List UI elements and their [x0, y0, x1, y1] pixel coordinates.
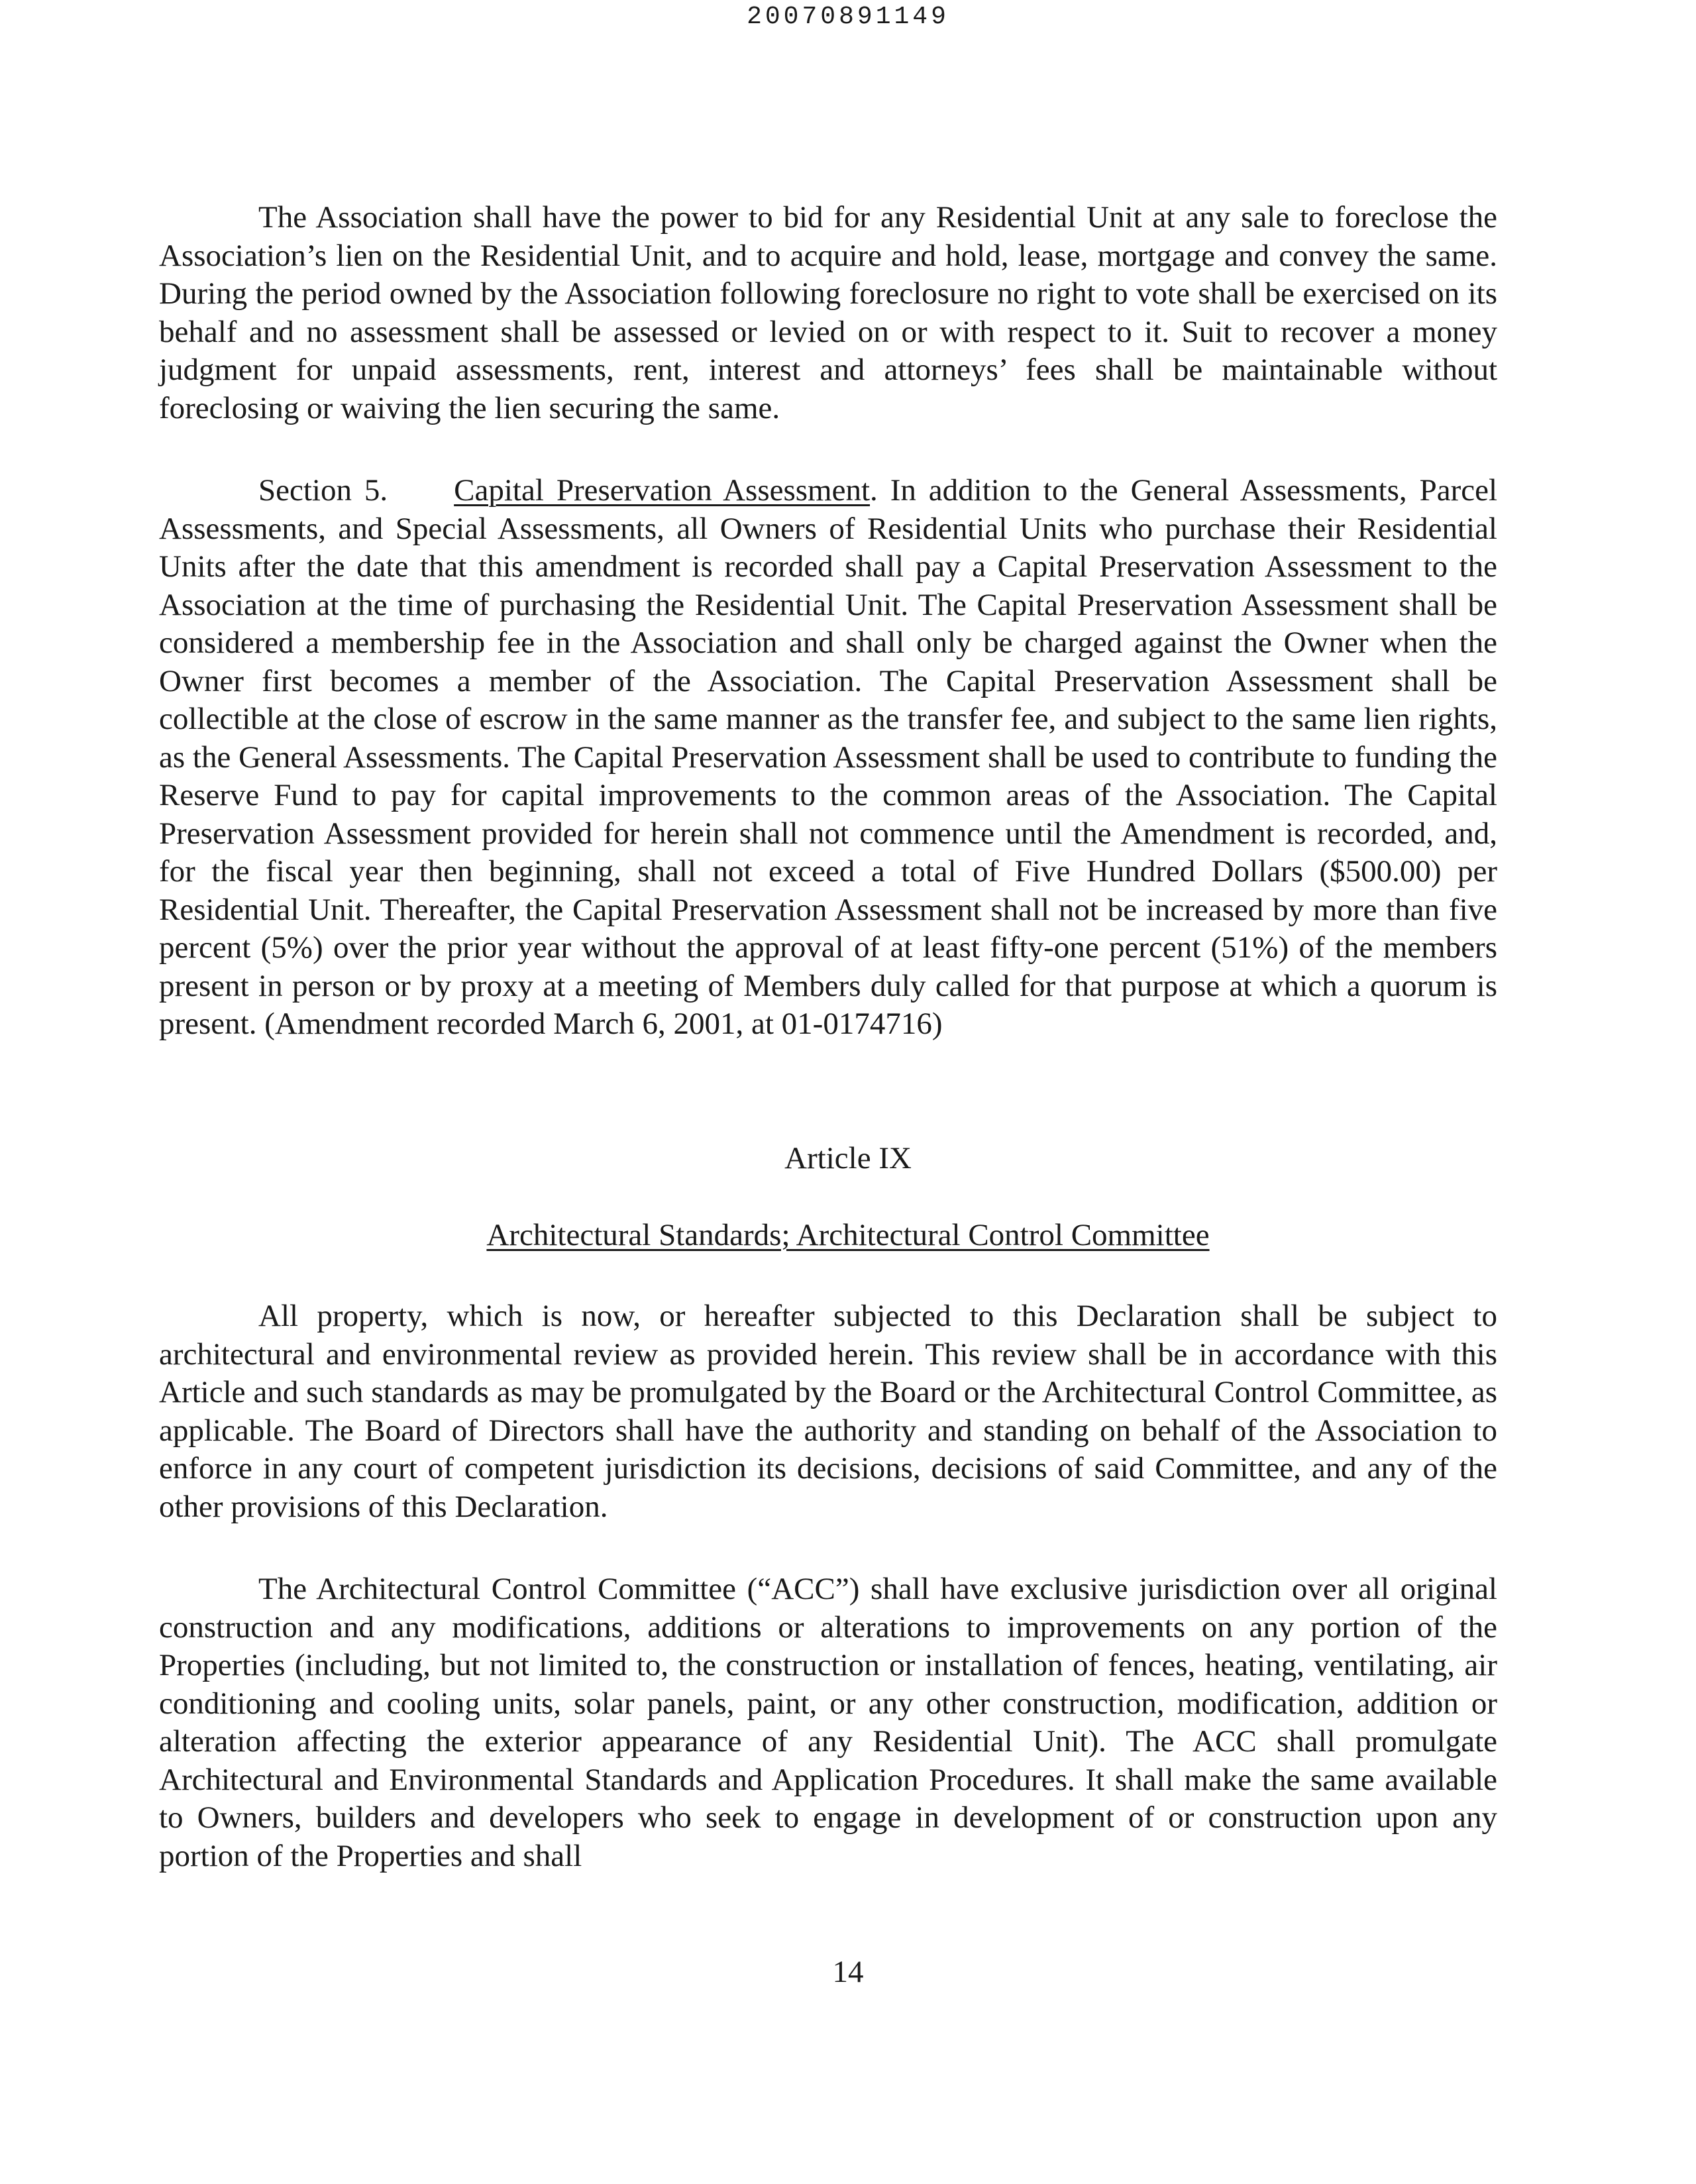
paragraph-section-5 [159, 472, 1497, 1044]
section-5-body: . In addition to the General Assessments, Parcel Assessments, and Special Assessments, all Owners of Residential Units who purchase their Residential Units after the date that this amendment is recorded shall pay a Capital Preservation Assessment to the Association at the time of purchasing the Residential Unit. The Capital Preservation Assessment shall be considered a membership fee in the Association and shall only be charged against the Owner when the Owner first becomes a member of the Association. The Capital Preservation Assessment shall be collectible at the close of escrow in the same manner as the transfer fee, and subject to the same lien rights, as the General Assessments. The Capital Preservation Assessment shall be used to contribute to funding the Reserve Fund to pay for capital improvements to the common areas of the Association. The Capital Preservation Assessment provided for herein shall not commence until the Amendment is recorded, and, for the fiscal year then beginning, shall not exceed a total of Five Hundred Dollars ($500.00) per Residential Unit. Thereafter, the Capital Preservation Assessment shall not be increased by more than five percent (5%) over the prior year without the approval of at least fifty-one percent (51%) of the members present in person or by proxy at a meeting of Members duly called for that purpose at which a quorum is present. (Amendment recorded March 6, 2001, at 01-0174716) [159, 473, 1498, 1041]
article-heading: Article IX [784, 1141, 912, 1175]
page-number: 14 [832, 1955, 864, 1989]
section-5-label: Section 5. [258, 473, 388, 508]
section-5-title: Capital Preservation Assessment [454, 473, 871, 508]
article-title-text: Architectural Standards; Architectural Control Committee [486, 1218, 1210, 1252]
document-id: 20070891149 [747, 3, 949, 31]
article-title [0, 1217, 1696, 1255]
paragraph-acc-jurisdiction: The Architectural Control Committee (“ACC”) shall have exclusive jurisdiction over all original construction and any modifications, additions or alterations to improvements on any portion of the Properties (including, but not limited to, the construction or installation of fences, heating, ventilating, air conditioning and cooling units, solar panels, paint, or any other construction, modification, addition or alteration affecting the exterior appearance of any Residential Unit). The ACC shall promulgate Architectural and Environmental Standards and Application Procedures. It shall make the same available to Owners, builders and developers who seek to engage in development of or construction upon any portion of the Properties and shall [159, 1572, 1497, 1873]
paragraph-architectural-review: All property, which is now, or hereafter subjected to this Declaration shall be subject to architectural and environmental review as provided herein. This review shall be in accordance with this Article and such standards as may be promulgated by the Board or the Architectural Control Committee, as applicable. The Board of Directors shall have the authority and standing on behalf of the Association to enforce in any court of competent jurisdiction its decisions, decisions of said Committee, and any of the other provisions of this Declaration. [159, 1299, 1497, 1524]
paragraph-foreclosure: The Association shall have the power to bid for any Residential Unit at any sale to foreclose the Association’s lien on the Residential Unit, and to acquire and hold, lease, mortgage and convey the same. During the period owned by the Association following foreclosure no right to vote shall be exercised on its behalf and no assessment shall be assessed or levied on or with respect to it. Suit to recover a money judgment for unpaid assessments, rent, interest and attorneys’ fees shall be maintainable without foreclosing or waiving the lien securing the same. [159, 200, 1497, 425]
